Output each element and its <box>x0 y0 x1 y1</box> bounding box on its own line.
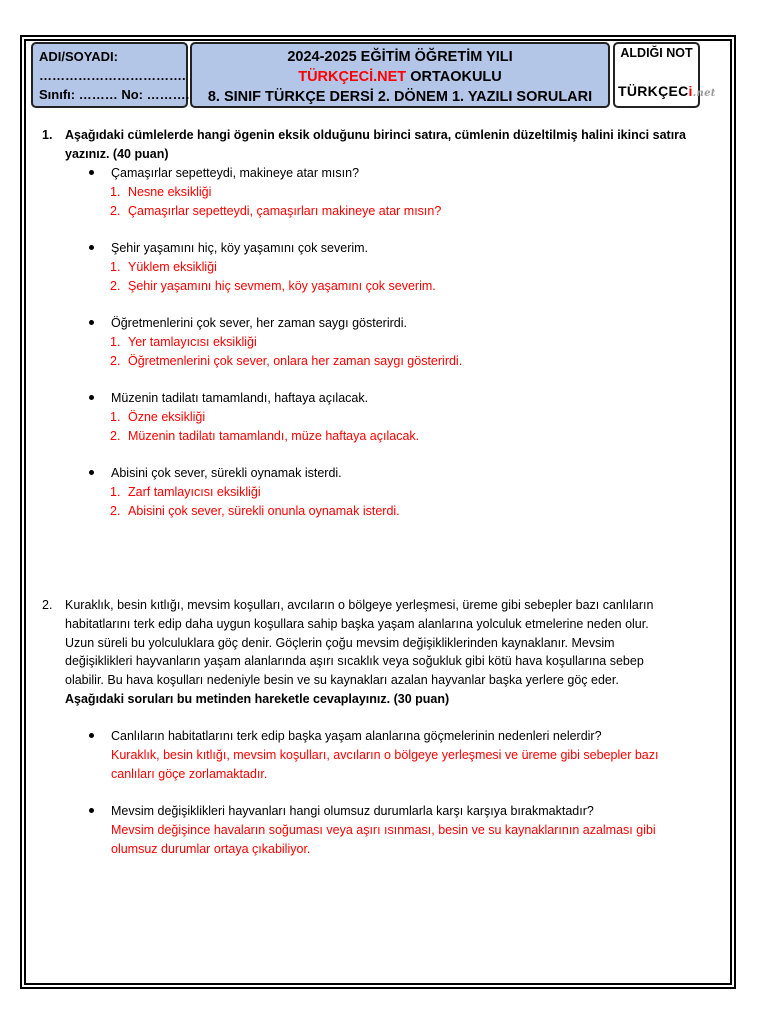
answer-number: 2. <box>110 504 121 518</box>
answer-corrected-sentence: Abisini çok sever, sürekli onunla oynamak isterdi. <box>128 504 400 518</box>
name-label: ADI/SOYADI: <box>39 49 118 64</box>
answer-line: Kuraklık, besin kıtlığı, mevsim koşulları, avcıların o bölgeye yerleşmesi ve üreme gibi sebepler bazı <box>111 748 659 762</box>
grade-label: ALDIĞI NOT <box>620 46 693 60</box>
answer-number: 2. <box>110 429 121 443</box>
bullet-icon <box>89 808 94 813</box>
school-year-title: 2024-2025 EĞİTİM ÖĞRETİM YILI <box>287 49 513 65</box>
school-name-rest: ORTAOKULU <box>406 69 502 85</box>
question-sentence: Şehir yaşamını hiç, köy yaşamını çok severim. <box>111 241 369 255</box>
student-info-box <box>31 42 188 108</box>
answer-number: 1. <box>110 410 121 424</box>
passage-line: değişiklikleri hayvanların yaşam alanlarında aşırı sıcaklık veya soğukluk gibi kötü hava koşullarına sebep <box>65 654 644 669</box>
question-sentence: Öğretmenlerini çok sever, her zaman saygı gösterirdi. <box>111 316 407 330</box>
question-prompt: Aşağıdaki soruları bu metinden hareketle cevaplayınız. (30 puan) <box>65 692 450 706</box>
answer-missing-element: Özne eksikliği <box>128 410 206 424</box>
bullet-icon <box>89 245 94 250</box>
answer-number: 1. <box>110 335 121 349</box>
bullet-icon <box>89 320 94 325</box>
question-prompt: Aşağıdaki cümlelerde hangi ögenin eksik olduğunu birinci satıra, cümlenin düzeltilmiş halini ikinci satıra <box>65 128 686 142</box>
school-name <box>192 67 608 87</box>
answer-line: Mevsim değişince havaların soğuması veya aşırı ısınması, besin ve su kaynaklarının azalması gibi <box>111 823 656 837</box>
passage-line: olabilir. Bu hava koşulları nedeniyle besin ve su kaynakları azalan hayvanlar başka yerlere göç eder. <box>65 673 619 688</box>
answer-number: 1. <box>110 485 121 499</box>
answer-corrected-sentence: Çamaşırlar sepetteydi, çamaşırları makineye atar mısın? <box>128 204 442 218</box>
passage-line: Uzun süreli bu yolculuklara göç denir. Göçlerin çoğu mevsim değişikliklerinden kaynaklanır. Mevsim <box>65 635 615 650</box>
name-dots: ……………………………. <box>39 68 186 83</box>
answer-line: canlıları göçe zorlamaktadır. <box>111 766 268 781</box>
exam-subject-title: 8. SINIF TÜRKÇE DERSİ 2. DÖNEM 1. YAZILI SORULARI <box>207 89 593 105</box>
bullet-icon <box>89 395 94 400</box>
question-sentence: Abisini çok sever, sürekli oynamak isterdi. <box>111 466 342 480</box>
bullet-icon <box>89 470 94 475</box>
passage-line: habitatlarını terk edip daha uygun koşullara sahip başka yaşam alanlarına yolculuk etmelerine neden olur. <box>65 616 649 631</box>
answer-corrected-sentence: Şehir yaşamını hiç sevmem, köy yaşamını çok severim. <box>128 279 436 293</box>
answer-number: 2. <box>110 279 121 293</box>
answer-number: 2. <box>110 204 121 218</box>
answer-corrected-sentence: Öğretmenlerini çok sever, onlara her zaman saygı gösterirdi. <box>128 354 463 368</box>
answer-number: 1. <box>110 260 121 274</box>
question-number: 1. <box>42 128 53 142</box>
class-number-line: Sınıfı: ……… No: ………. <box>39 87 190 102</box>
answer-corrected-sentence: Müzenin tadilatı tamamlandı, müze haftaya açılacak. <box>128 429 420 443</box>
answer-missing-element: Yer tamlayıcısı eksikliği <box>128 335 257 349</box>
answer-number: 2. <box>110 354 121 368</box>
sub-question: Mevsim değişiklikleri hayvanları hangi olumsuz durumlarla karşı karşıya bırakmaktadır? <box>111 804 594 818</box>
question-number: 2. <box>42 598 53 612</box>
school-brand: TÜRKÇECİ.NET <box>298 69 407 85</box>
bullet-icon <box>89 170 94 175</box>
question-sentence: Çamaşırlar sepetteydi, makineye atar mısın? <box>111 166 360 180</box>
passage-line: Kuraklık, besin kıtlığı, mevsim koşulları, avcıların o bölgeye yerleşmesi, üreme gibi sebepler bazı canlıların <box>65 598 654 612</box>
question-prompt: yazınız. (40 puan) <box>65 147 169 161</box>
exam-title-box <box>190 42 610 108</box>
sub-question: Canlıların habitatlarını terk edip başka yaşam alanlarına göçmelerinin nedenleri nelerdir? <box>111 729 602 743</box>
answer-missing-element: Zarf tamlayıcısı eksikliği <box>128 485 261 499</box>
answer-line: olumsuz durumlar ortaya çıkabiliyor. <box>111 841 311 856</box>
question-sentence: Müzenin tadilatı tamamlandı, haftaya açılacak. <box>111 391 369 405</box>
answer-missing-element: Nesne eksikliği <box>128 185 212 199</box>
bullet-icon <box>89 733 94 738</box>
turkceci-logo: TÜRKÇECi.net <box>618 83 716 99</box>
answer-number: 1. <box>110 185 121 199</box>
answer-missing-element: Yüklem eksikliği <box>128 260 217 274</box>
grade-box <box>613 42 716 108</box>
